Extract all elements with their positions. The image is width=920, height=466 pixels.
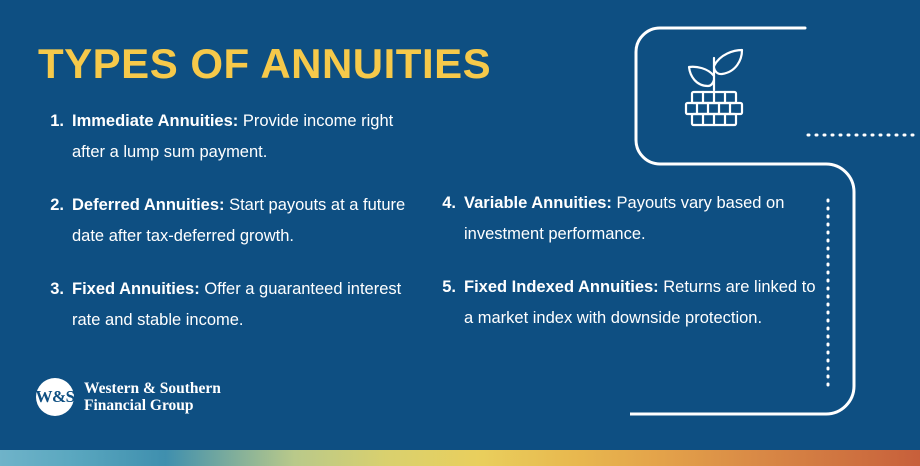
logo-wordmark [84,380,221,414]
list-item-text [464,272,820,334]
list-item [430,188,820,250]
list-item-number: 5. [442,278,456,296]
plant-growing-from-coins-icon [662,36,766,140]
list-item-number: 3. [50,280,64,298]
annuity-list-left [38,106,430,358]
list-item-number: 2. [50,196,64,214]
list-item-body: Payouts vary based on investment performance. [464,194,785,243]
list-item-text [72,106,430,168]
list-item-lead: Deferred Annuities: [72,196,225,214]
logo-line-2: Financial Group [84,397,194,414]
page-title: TYPES OF ANNUITIES [38,40,492,87]
annuity-list-right [430,188,820,356]
list-item-lead: Fixed Annuities: [72,280,200,298]
list-item-text [72,274,430,336]
list-item-body: Provide income right after a lump sum payment. [72,112,394,161]
list-item-body: Start payouts at a future date after tax-deferred growth. [72,196,406,245]
list-item [38,106,430,168]
list-item-lead: Fixed Indexed Annuities: [464,278,659,296]
logo-monogram: W&S [36,378,74,416]
bottom-gradient-bar [0,450,920,466]
list-item [430,272,820,334]
brand-logo [36,378,221,416]
list-item-body: Offer a guaranteed interest rate and stable income. [72,280,402,329]
logo-line-1: Western & Southern [84,380,221,397]
list-item-text [464,188,820,250]
list-item [38,190,430,252]
list-item-lead: Variable Annuities: [464,194,612,212]
list-item-lead: Immediate Annuities: [72,112,239,130]
list-item-body: Returns are linked to a market index with downside protection. [464,278,816,327]
list-item [38,274,430,336]
list-item-text [72,190,430,252]
list-item-number: 4. [442,194,456,212]
list-item-number: 1. [50,112,64,130]
